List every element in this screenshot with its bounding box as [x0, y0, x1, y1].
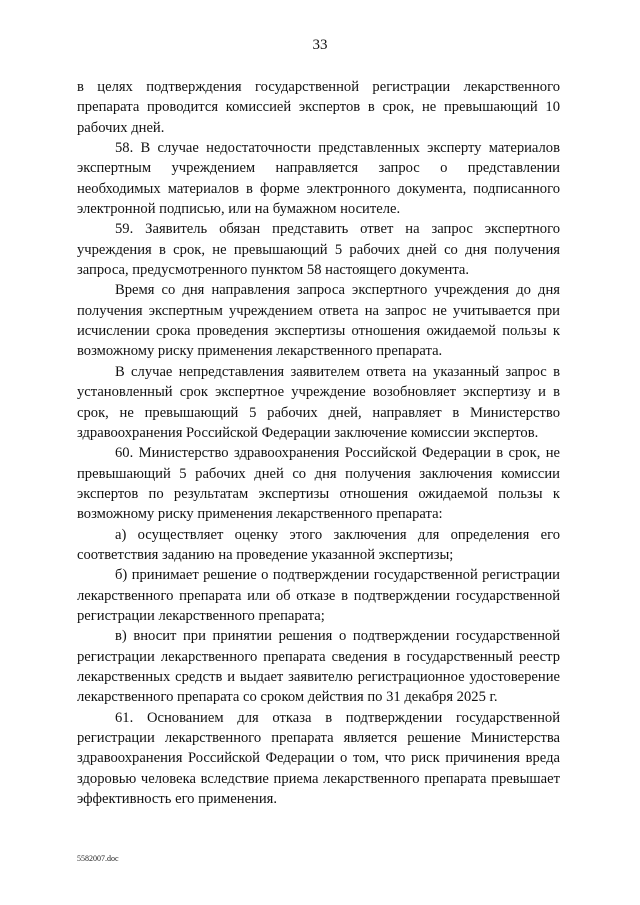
paragraph-61: 61. Основанием для отказа в подтверждении государственной регистрации лекарственного препарата является решение Министерства здравоохранения Российской Федерации о том, что риск причинения вреда здоровью человека вследствие приема лекарственного препарата превышает эффективность его применения.	[77, 709, 560, 808]
file-name-footer: 5582007.doc	[77, 854, 119, 863]
paragraph-58: 58. В случае недостаточности представленных эксперту материалов экспертным учреждением направляется запрос о представлении необходимых материалов в форме электронного документа, подписанного электронной подписью, или на бумажном носителе.	[77, 140, 560, 218]
paragraph-60-v: в) вносит при принятии решения о подтверждении государственной регистрации лекарственного препарата сведения в государственный реестр лекарственных средств и выдает заявителю регистрационное удостоверение лекарственного препарата со сроком действия по 31 декабря 2025 г.	[77, 628, 560, 706]
paragraph-59-time: Время со дня направления запроса экспертного учреждения до дня получения экспертным учреждением ответа на запрос не учитывается при исчислении срока проведения экспертизы отношения ожидаемой пользы к возможному риску применения лекарственного препарата.	[77, 282, 560, 360]
document-body	[77, 77, 560, 809]
paragraph-60-b: б) принимает решение о подтверждении государственной регистрации лекарственного препарата или об отказе в подтверждении государственной регистрации лекарственного препарата;	[77, 567, 560, 624]
paragraph-59: 59. Заявитель обязан представить ответ на запрос экспертного учреждения в срок, не превышающий 5 рабочих дней со дня получения запроса, предусмотренного пунктом 58 настоящего документа.	[77, 221, 560, 279]
paragraph-60-a: а) осуществляет оценку этого заключения для определения его соответствия заданию на проведение указанной экспертизы;	[77, 526, 560, 563]
paragraph-60: 60. Министерство здравоохранения Российской Федерации в срок, не превышающий 5 рабочих дней со дня получения заключения комиссии экспертов по результатам экспертизы отношения ожидаемой пользы к возможному риску применения лекарственного препарата:	[77, 445, 560, 523]
paragraph-continuation: в целях подтверждения государственной регистрации лекарственного препарата проводится комиссией экспертов в срок, не превышающий 10 рабочих дней.	[77, 79, 560, 136]
paragraph-59-nonresponse: В случае непредставления заявителем ответа на указанный запрос в установленный срок экспертное учреждение возобновляет экспертизу и в срок, не превышающий 5 рабочих дней, направляет в Министерство здравоохранения Российской Федерации заключение комиссии экспертов.	[77, 363, 560, 441]
page-number: 33	[312, 37, 328, 53]
